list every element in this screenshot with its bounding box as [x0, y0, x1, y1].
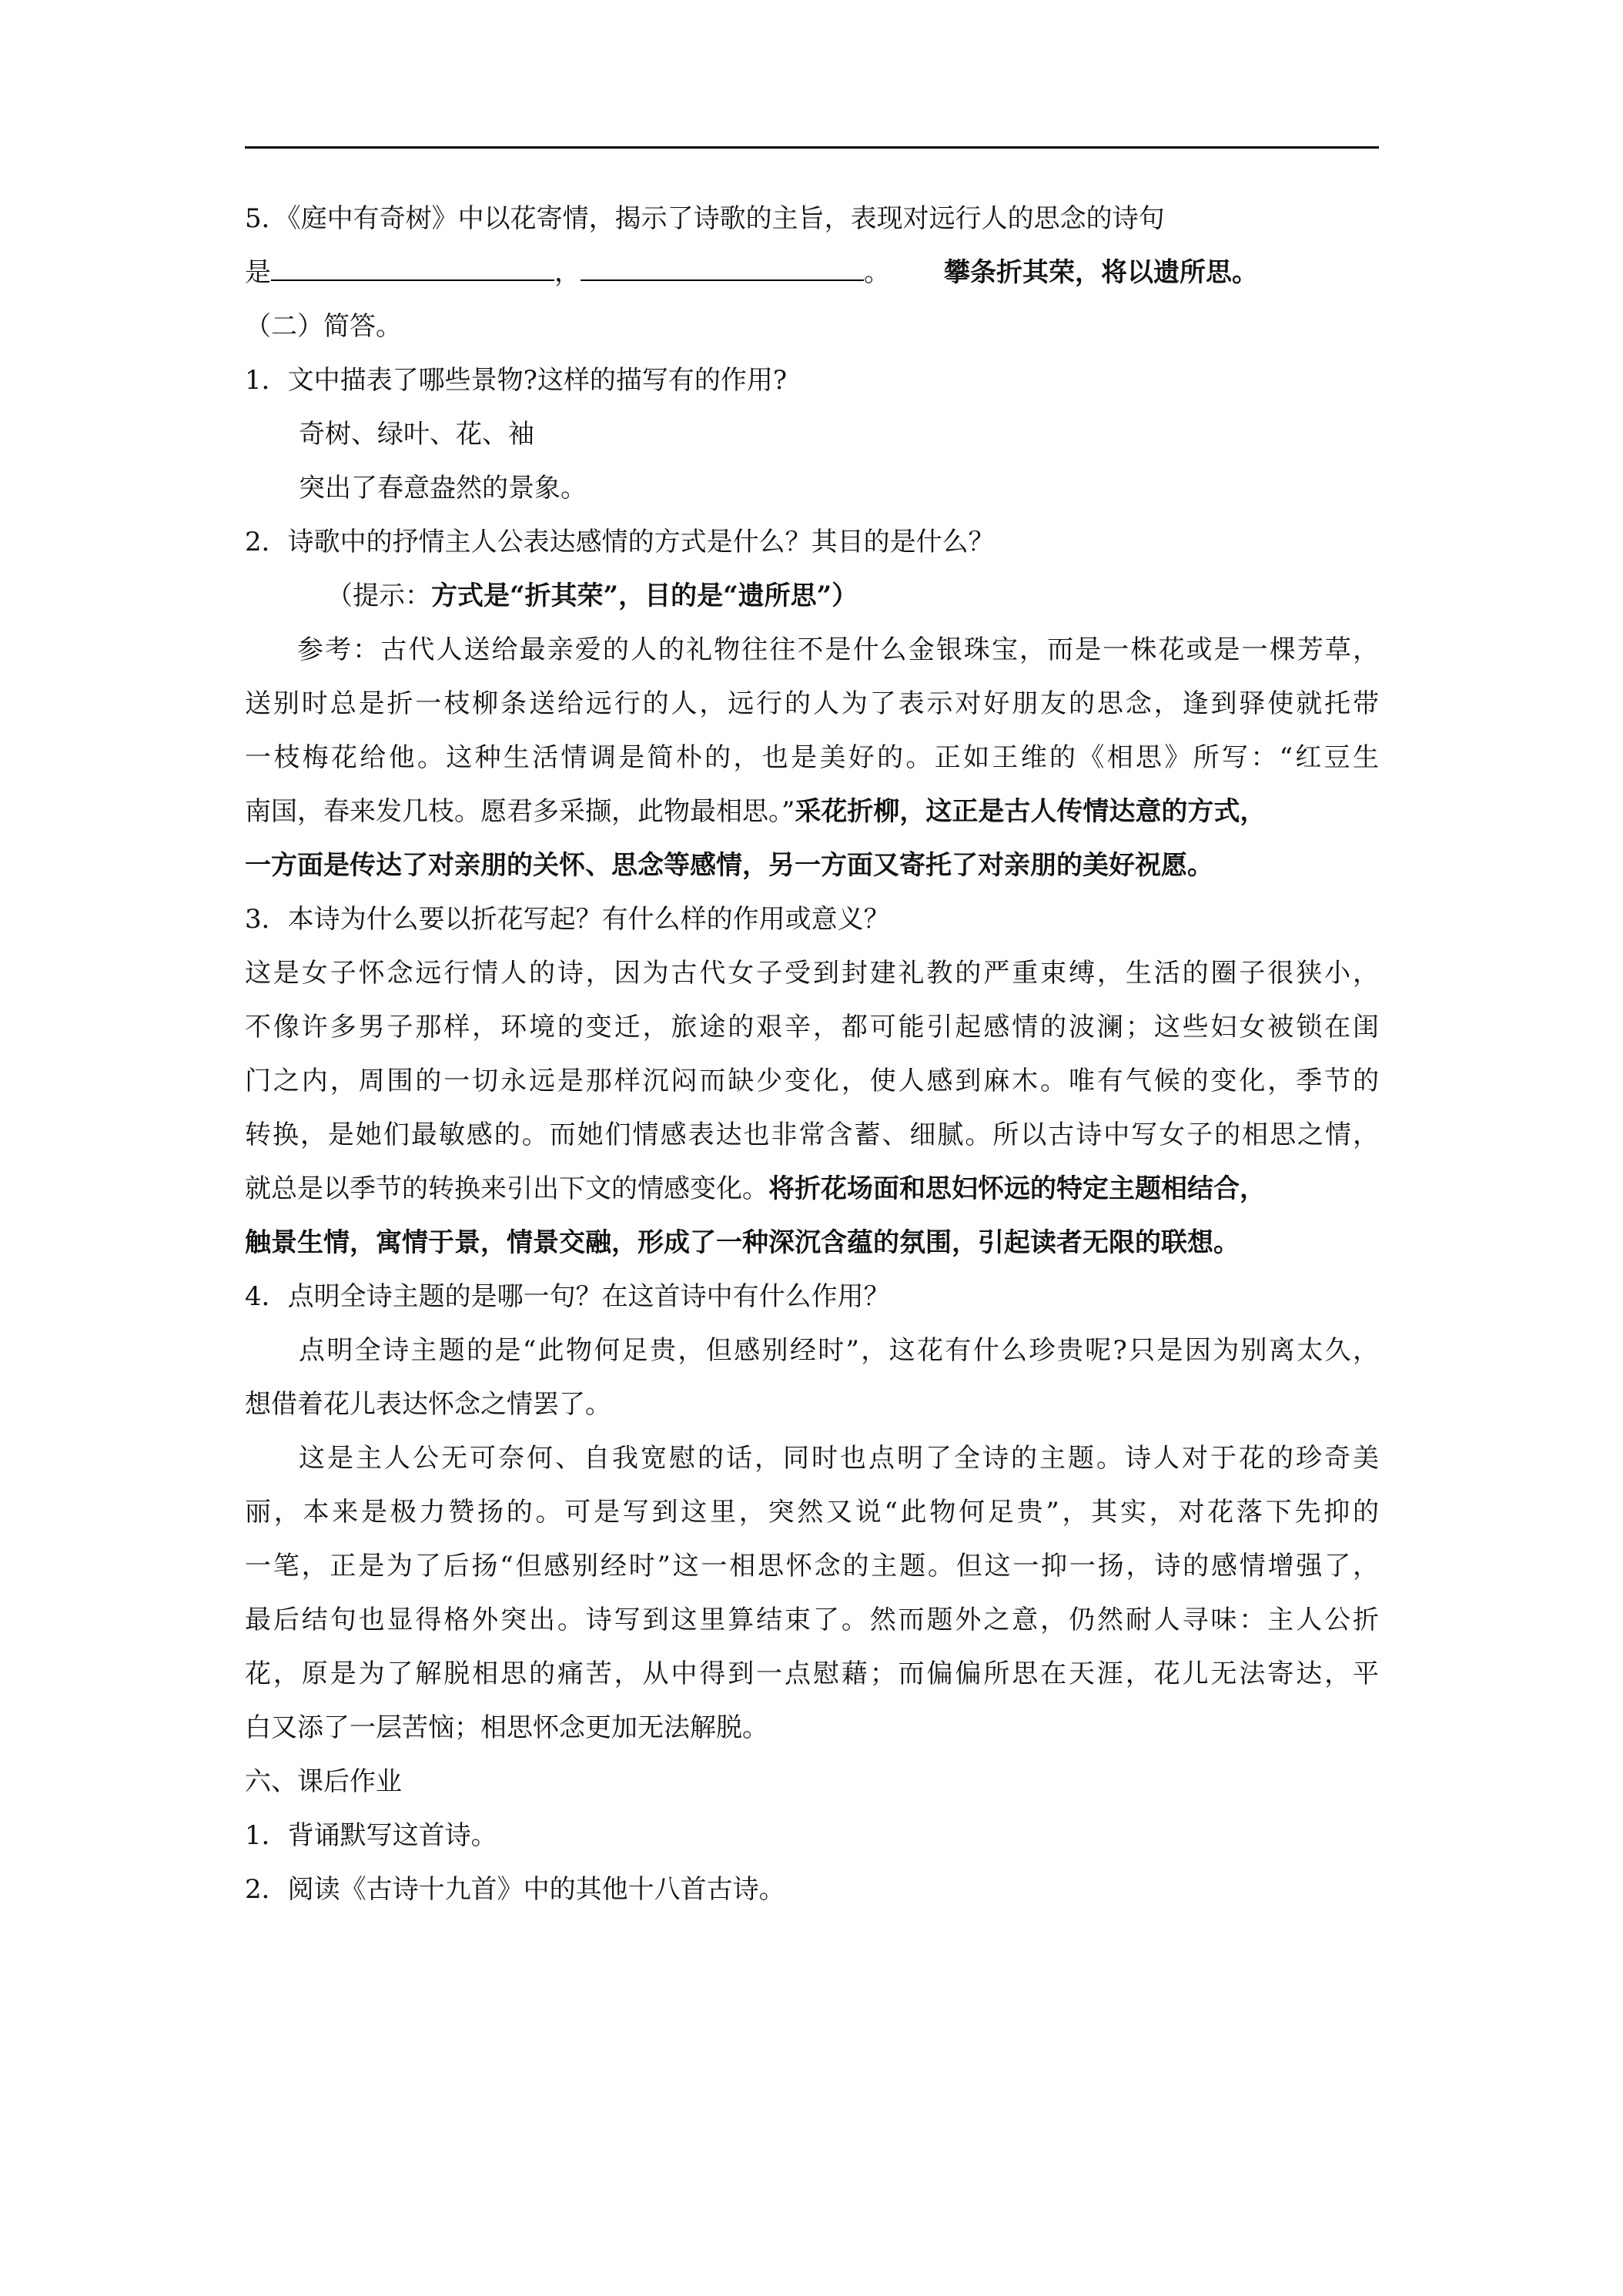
q3-answer-line: 门之内，周围的一切永远是那样沉闷而缺少变化，使人感到麻木。唯有气候的变化，季节的 [245, 1066, 1379, 1096]
q3-answer-line [245, 1164, 1379, 1218]
q2-ref-line4-bold: 采花折柳，这正是古人传情达意的方式， [795, 796, 1267, 827]
q2-reference-line: 送别时总是折一枝柳条送给远行的人，远行的人为了表示对好朋友的思念，逢到驿使就托带 [245, 688, 1379, 719]
q3-answer-line: 这是女子怀念远行情人的诗，因为古代女子受到封建礼教的严重束缚，生活的圈子很狭小， [245, 958, 1379, 989]
q3-line5-normal: 就总是以季节的转换来引出下文的情感变化。 [245, 1173, 768, 1204]
q2-hint [245, 571, 1379, 625]
homework-item: 1．背诵默写这首诗。 [245, 1820, 497, 1851]
homework-item: 2．阅读《古诗十九首》中的其他十八首古诗。 [245, 1874, 785, 1905]
q5-period: 。 [864, 257, 890, 288]
q3-question: 3．本诗为什么要以折花写起？有什么样的作用或意义？ [245, 904, 890, 935]
q2-ref-line4-normal: 南国，春来发几枝。愿君多采撷，此物最相思。” [245, 796, 795, 827]
q4-question: 4．点明全诗主题的是哪一句？在这首诗中有什么作用？ [245, 1281, 890, 1312]
q3-answer-line: 不像许多男子那样，环境的变迁，旅途的艰辛，都可能引起感情的波澜；这些妇女被锁在闺 [245, 1012, 1379, 1043]
q3-answer-line: 触景生情，寓情于景，情景交融，形成了一种深沉含蕴的氛围，引起读者无限的联想。 [245, 1227, 1240, 1258]
q3-answer-line: 转换，是她们最敏感的。而她们情感表达也非常含蓄、细腻。所以古诗中写女子的相思之情， [245, 1120, 1379, 1150]
section-homework-heading: 六、课后作业 [245, 1766, 402, 1797]
q5-question-line: 5．《庭中有奇树》中以花寄情，揭示了诗歌的主旨，表现对远行人的思念的诗句 [245, 203, 1165, 234]
q4-para2-line: 最后结句也显得格外突出。诗写到这里算结束了。然而题外之意，仍然耐人寻味：主人公折 [245, 1605, 1379, 1635]
q4-para2-line: 丽，本来是极力赞扬的。可是写到这里，突然又说“此物何足贵”，其实，对花落下先抑的 [245, 1497, 1379, 1528]
q2-reference-line: 一方面是传达了对亲朋的关怀、思念等感情，另一方面又寄托了对亲朋的美好祝愿。 [245, 850, 1213, 881]
q1-question: 1．文中描表了哪些景物?这样的描写有的作用? [245, 365, 788, 396]
header-rule [245, 146, 1379, 149]
q4-para2-line: 这是主人公无可奈何、自我宽慰的话，同时也点明了全诗的主题。诗人对于花的珍奇美 [299, 1443, 1379, 1474]
q4-para2-line: 花，原是为了解脱相思的痛苦，从中得到一点慰藉；而偏偏所思在天涯，花儿无法寄达，平 [245, 1658, 1379, 1689]
q1-answer-1: 奇树、绿叶、花、袖 [299, 419, 534, 450]
q1-answer-2: 突出了春意盎然的景象。 [299, 473, 587, 504]
q5-blank-2 [581, 249, 864, 281]
q5-prefix: 是 [245, 257, 271, 288]
q4-para1-line: 点明全诗主题的是“此物何足贵，但感别经时”，这花有什么珍贵呢?只是因为别离太久， [299, 1335, 1379, 1366]
q2-question: 2．诗歌中的抒情主人公表达感情的方式是什么？其目的是什么？ [245, 527, 995, 557]
q5-answer-line [245, 248, 1379, 302]
q2-hint-bold: 方式是“折其荣”，目的是“遗所思” [431, 581, 832, 611]
q4-para1-line: 想借着花儿表达怀念之情罢了。 [245, 1389, 611, 1420]
q5-comma: ， [554, 257, 581, 288]
q2-reference-line: 参考：古代人送给最亲爱的人的礼物往往不是什么金银珠宝，而是一株花或是一棵芳草， [297, 634, 1379, 665]
q4-para2-line: 一笔，正是为了后扬“但感别经时”这一相思怀念的主题。但这一抑一扬，诗的感情增强了， [245, 1551, 1379, 1581]
document-body [245, 194, 1379, 1919]
q2-reference-line [245, 787, 1379, 841]
q3-line5-bold: 将折花场面和思妇怀远的特定主题相结合， [768, 1173, 1266, 1204]
q2-reference-line: 一枝梅花给他。这种生活情调是简朴的，也是美好的。正如王维的《相思》所写：“红豆生 [245, 742, 1379, 773]
q2-hint-prefix: （提示： [326, 581, 431, 611]
q4-para2-line: 白又添了一层苦恼；相思怀念更加无法解脱。 [245, 1712, 768, 1743]
q5-answer: 攀条折其荣，将以遗所思。 [944, 257, 1258, 288]
q5-blank-1 [271, 249, 554, 281]
q2-hint-suffix: ） [832, 581, 858, 611]
section-short-answer-heading: （二）简答。 [245, 311, 402, 342]
